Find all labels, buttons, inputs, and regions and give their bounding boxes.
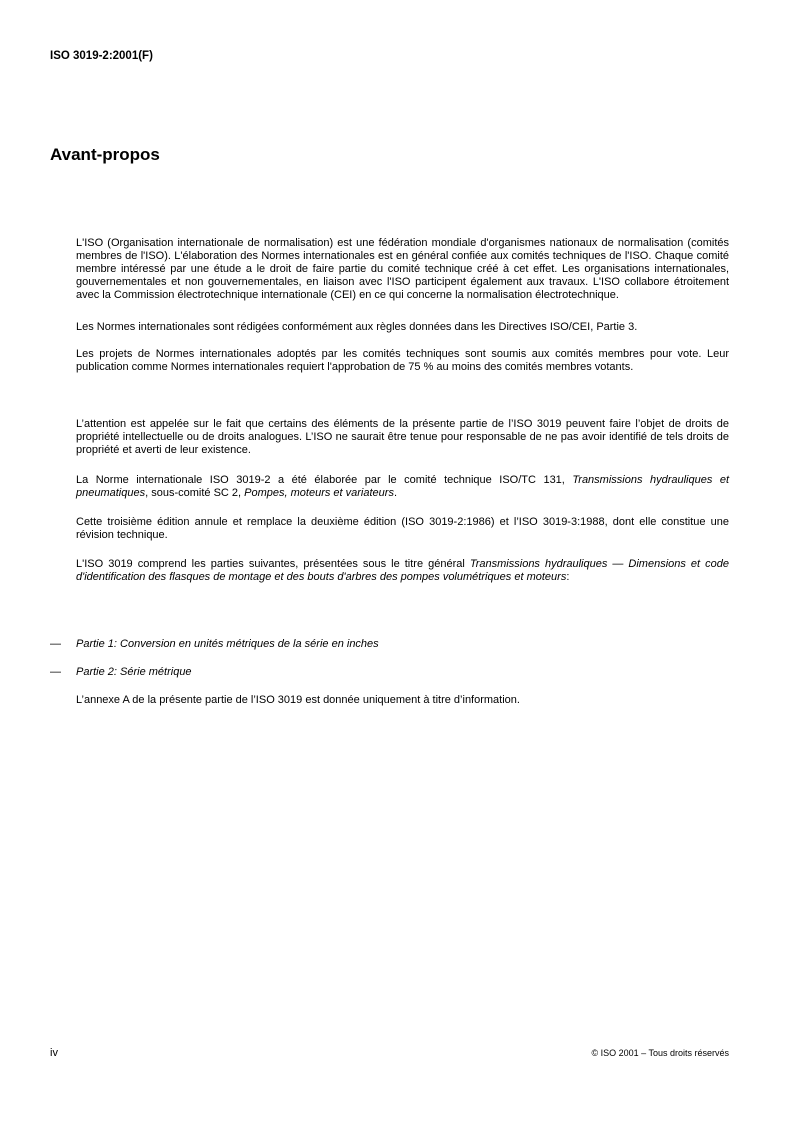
paragraph-committee (76, 474, 729, 500)
text: L'ISO 3019 comprend les parties suivantes, présentées sous le titre général (76, 558, 470, 570)
text: La Norme internationale ISO 3019-2 a été élaborée par le comité technique ISO/TC 131, (76, 474, 573, 486)
text: , sous-comité SC 2, (145, 487, 245, 499)
italic-text: Transmissions hydrauliques — Dimensions et code d'identification des flasques de montage et des bouts d'arbres des pompes volumétriques et moteurs (76, 558, 729, 583)
paragraph-parts-intro (76, 558, 729, 584)
paragraph-directives: Les Normes internationales sont rédigées conformément aux règles données dans les Directives ISO/CEI, Partie 3. (76, 321, 638, 333)
paragraph-iso-intro: L'ISO (Organisation internationale de normalisation) est une fédération mondiale d'organismes nationaux de normalisation (comités membres de l'ISO). L'élaboration des Normes internationales est en général confiée aux comités techniques de l'ISO. Chaque comité membre intéressé par une étude a le droit de faire partie du comité technique créé à cet effet. Les organisations internationales, gouvernementales et non gouvernementales, en liaison avec l'ISO participent également aux travaux. L'ISO collabore étroitement avec la Commission électrotechnique internationale (CEI) en ce qui concerne la normalisation électrotechnique. (76, 237, 729, 301)
page-title: Avant-propos (50, 145, 160, 164)
list-item (50, 638, 379, 651)
italic-text: Transmissions hydrauliques et pneumatiques (76, 474, 730, 499)
paragraph-patent-notice: L’attention est appelée sur le fait que certains des éléments de la présente partie de l’ISO 3019 peuvent faire l’objet de droits de propriété intellectuelle ou de droits analogues. L’ISO ne saurait être tenue pour responsable de ne pas avoir identifié de tels droits de propriété et averti de leur existence. (76, 418, 729, 456)
text: : (566, 571, 570, 583)
document-header: ISO 3019-2:2001(F) (50, 50, 153, 62)
dash: — (50, 638, 61, 650)
page-number: iv (50, 1047, 58, 1059)
italic-text: Pompes, moteurs et variateurs (244, 487, 394, 499)
text: . (393, 487, 398, 499)
paragraph-annex: L’annexe A de la présente partie de l’ISO 3019 est donnée uniquement à titre d’information. (76, 694, 520, 706)
list-item (50, 666, 192, 679)
paragraph-edition: Cette troisième édition annule et remplace la deuxième édition (ISO 3019-2:1986) et l’ISO 3019-3:1988, dont elle constitue une révision technique. (76, 516, 729, 541)
dash: — (50, 666, 61, 678)
paragraph-vote: Les projets de Normes internationales adoptés par les comités techniques sont soumis aux comités membres pour vote. Leur publication comme Normes internationales requiert l'approbation de 75 % au moins des comités membres votants. (76, 348, 729, 373)
copyright: © ISO 2001 – Tous droits réservés (591, 1048, 729, 1058)
list-item-text: Partie 1: Conversion en unités métriques de la série en inches (76, 638, 379, 650)
list-item-text: Partie 2: Série métrique (76, 666, 192, 678)
